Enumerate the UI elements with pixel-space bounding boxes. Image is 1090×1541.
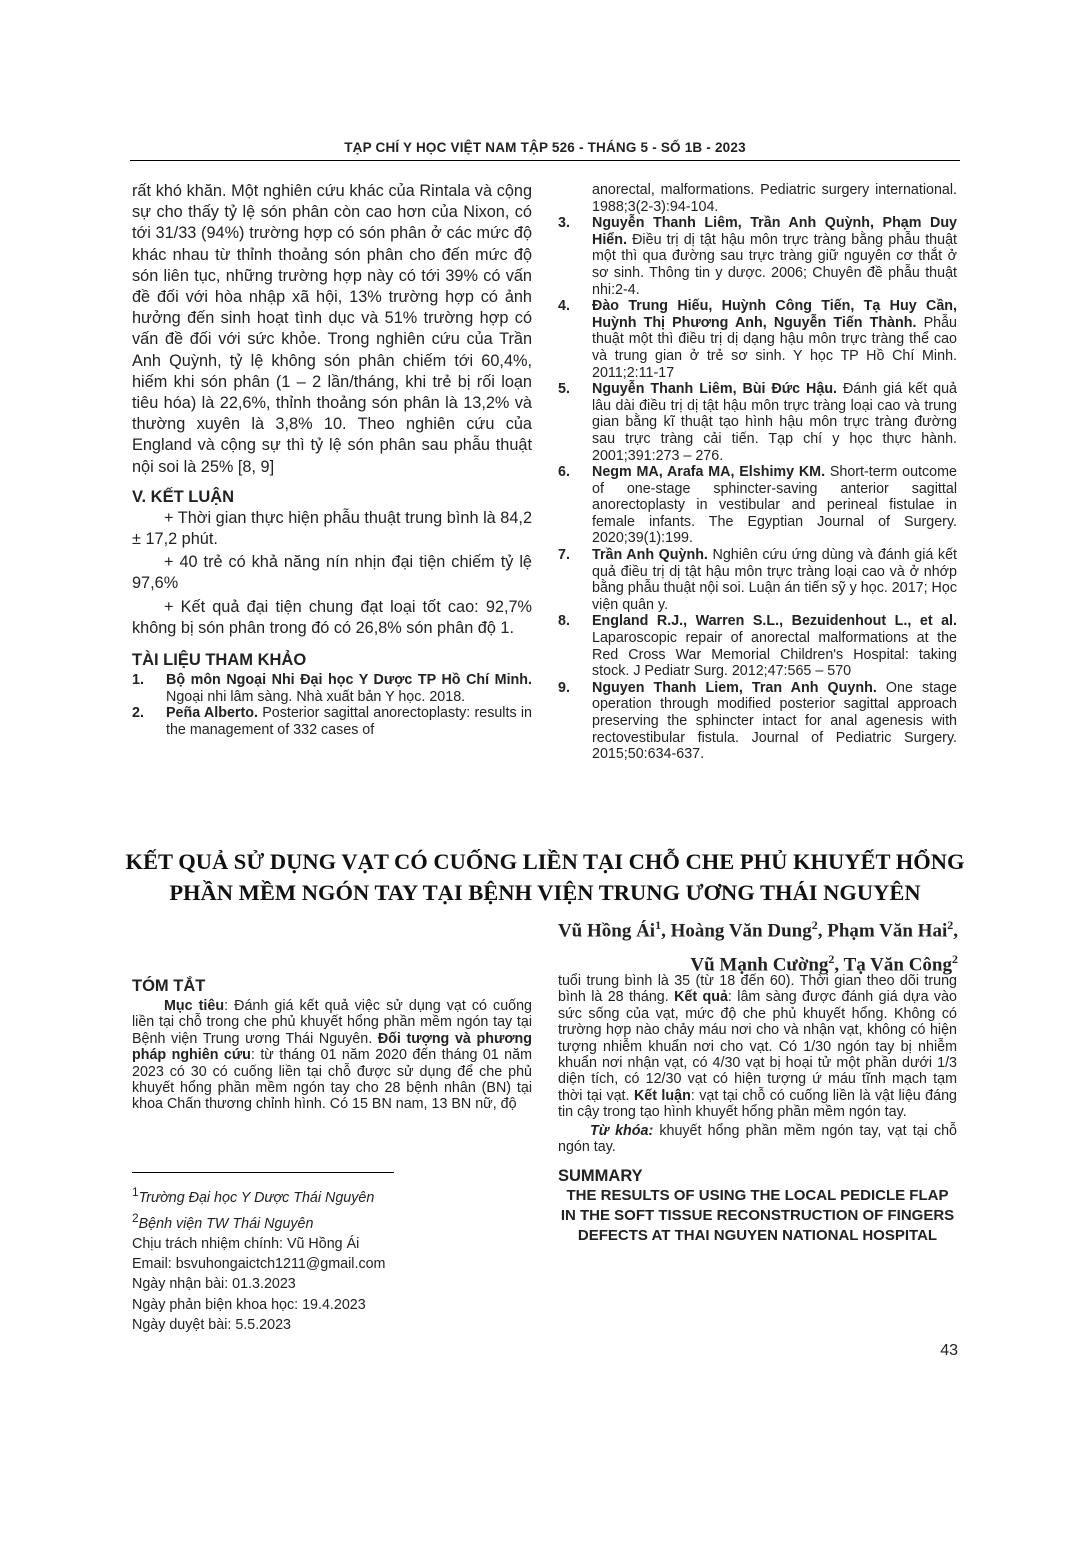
conclusion-item: + Thời gian thực hiện phẫu thuật trung bình là 84,2 ± 17,2 phút. (132, 508, 532, 549)
authors-line: Vũ Hồng $Ái^1$, Hoàng Văn Dung$^2$, Phạm Văn Hai$^2$, (557, 918, 958, 942)
reference-item: 8. England R.J., Warren S.L., Bezuidenhout L., et al. Laparoscopic repair of anorectal malformations at the Red Cross War Memorial Children's Hospital: taking stock. J Pediatr Surg. 2012;47:565 – 570 (558, 613, 957, 680)
reference-continuation: anorectal, malformations. Pediatric surgery international. 1988;3(2-3):94-104. (592, 182, 957, 215)
email: Email: bsvuhongaictch1211@gmail.com (132, 1256, 386, 1273)
abstract-paragraph: Mục tiêu: Đánh giá kết quả việc sử dụng vạt có cuống liền tại chỗ trong che phủ khuyết hổng phần mềm ngón tay tại Bệnh viện Trung ương Thái Nguyên. Đối tượng và phương pháp nghiên cứu: từ tháng 01 năm 2020 đến tháng 01 năm 2023 có 30 có cuống liền tại chỗ được sử dụng để che phủ khuyết hổng phần mềm ngón tay cho 28 bệnh nhân (BN) tại khoa Chấn thương chỉnh hình. Có 15 BN nam, 13 BN nữ, độ (132, 998, 533, 1113)
author-name: Vũ Mạnh Cường (690, 954, 829, 976)
page-number: 43 (940, 1342, 958, 1359)
reference-item: 9. Nguyen Thanh Liem, Tran Anh Quynh. One stage operation through modified posterior sagittal approach preserving the sphincter intact for anal agenesis with rectovestibular fistula. Journal of Pediatric Surgery. 2015;50:634-637. (558, 679, 957, 763)
author-name: Vũ Hồng Ái (557, 920, 656, 942)
author-name: Tạ Văn Công (843, 954, 952, 976)
left-column-top (132, 181, 532, 738)
conclusion-heading: V. KẾT LUẬN (132, 487, 235, 506)
article-title-line: KẾT QUẢ SỬ DỤNG VẠT CÓ CUỐNG LIỀN TẠI CHỖ CHE PHỦ KHUYẾT HỔNG (125, 849, 965, 874)
header-rule (130, 160, 960, 161)
reference-item: 1. Bộ môn Ngoại Nhi Đại học Y Dược TP Hồ Chí Minh. Ngoại nhi lâm sàng. Nhà xuất bản Y học. 2018. (132, 672, 532, 705)
conclusion-item: + Kết quả đại tiện chung đạt loại tốt cao: 92,7% không bị són phân trong đó có 26,8% són phân độ 1. (132, 597, 532, 637)
reference-item: 3. Nguyễn Thanh Liêm, Trần Anh Quỳnh, Phạm Duy Hiển. Điều trị dị tật hậu môn trực tràng bằng phẫu thuật một thì qua đường sau trực tràng giữ nguyên cơ thắt ở sơ sinh. Thông tin y dược. 2006; Chuyên đề phẫu thuật nhi:2-4. (558, 215, 957, 298)
footnote-rule (132, 1172, 394, 1173)
abstract-continuation: tuổi trung bình là 35 (từ 18 đến 60). Thời gian theo dõi trung bình là 28 tháng. Kết quả: lâm sàng được đánh giá dựa vào sức sống của vạt, mức độ che phủ khuyết hổng. Không có trường hợp nào chảy máu nơi cho và nhận vạt, không có hiện tượng nhiễm khuẩn nơi cho vạt. Có 1/30 ngón tay bị nhiễm khuẩn nơi nhận vạt, có 4/30 vạt bị hoại tử một phần dưới 1/3 diện tích, có 12/30 vạt có hiện tượng ứ máu tĩnh mạch tạm thời tại vạt. Kết luận: vạt tại chỗ có cuống liền là vật liệu đáng tin cậy trong tạo hình khuyết hổng phần mềm ngón tay. (558, 973, 957, 1121)
responsible-author: Chịu trách nhiệm chính: Vũ Hồng Ái (132, 1235, 360, 1252)
summary-title: THE RESULTS OF USING THE LOCAL PEDICLE FLAP IN THE SOFT TISSUE RECONSTRUCTION OF FINGERS DEFECTS AT THAI NGUYEN NATIONAL HOSPITAL (560, 1187, 955, 1244)
references-list-right (558, 182, 957, 763)
abstract-right (558, 973, 957, 1245)
author-name: Hoàng Văn Dung (670, 920, 812, 942)
keywords: Từ khóa: khuyết hổng phần mềm ngón tay, vạt tại chỗ ngón tay. (558, 1122, 957, 1156)
reference-item: 7. Trần Anh Quỳnh. Nghiên cứu ứng dùng và đánh giá kết quả điều trị dị tật hậu môn trực tràng loại cao và ở nhớp bằng phẫu thuật nội soi. Luận án tiến sỹ y học. 2017; Học viện quân y. (558, 547, 958, 613)
reviewed-date: Ngày phản biện khoa học: 19.4.2023 (132, 1296, 366, 1313)
reference-item: 5. Nguyễn Thanh Liêm, Bùi Đức Hậu. Đánh giá kết quả lâu dài điều trị dị tật hậu môn trực tràng loại cao và trung gian bằng kĩ thuật tạo hình hậu môn trực tràng đường sau trực tràng cải tiến. Tạp chí y học thực hành. 2001;391:273 – 276. (558, 381, 957, 464)
article-title-line: PHẦN MỀM NGÓN TAY TẠI BỆNH VIỆN TRUNG ƯƠNG THÁI NGUYÊN (169, 880, 921, 905)
article-title (110, 846, 980, 908)
abstract-heading: TÓM TẮT (132, 977, 206, 995)
authors-line: Vũ Mạnh Cường$^2$, Tạ Văn Công$^2$ (690, 952, 958, 976)
references-list-left (132, 672, 532, 738)
footnotes (132, 1182, 385, 1335)
summary-heading: SUMMARY (558, 1167, 643, 1186)
affiliation-1: $^1$Trường Đại học Y Dược Thái Nguyên (132, 1185, 375, 1206)
reference-item: 4. Đào Trung Hiếu, Huỳnh Công Tiến, Tạ Huy Cần, Huỳnh Thị Phương Anh, Nguyễn Tiến Thành. Phẫu thuật một thì điều trị dị dạng hậu môn trực tràng thể cao và trung gian ở trẻ sơ sinh. Y học TP Hồ Chí Minh. 2011;2:11-17 (558, 298, 957, 381)
article-authors (558, 911, 958, 980)
conclusion-item: + 40 trẻ có khả năng nín nhịn đại tiện chiếm tỷ lệ 97,6% (132, 553, 532, 593)
author-name: Phạm Văn Hai (827, 920, 948, 942)
affiliation-2: $^2$Bệnh viện TW Thái Nguyên (132, 1210, 314, 1232)
accepted-date: Ngày duyệt bài: 5.5.2023 (132, 1316, 291, 1333)
reference-item: 6. Negm MA, Arafa MA, Elshimy KM. Short-term outcome of one-stage sphincter-saving anterior sagittal anorectoplasty in vestibular and perineal fistulae in female infants. The Egyptian Journal of Surgery. 2020;39(1):199. (558, 464, 957, 547)
right-column-top (558, 182, 957, 763)
discussion-paragraph: rất khó khăn. Một nghiên cứu khác của Rintala và cộng sự cho thấy tỷ lệ són phân còn cao hơn của Nixon, có tới 31/33 (94%) trường hợp có són phân ở các mức độ khác nhau từ thỉnh thoảng són phân cho đến mức độ són liên tục, những trường hợp này có tới 39% có vấn đề đối với hòa nhập xã hội, 13% trường hợp có ảnh hưởng đến sinh hoạt tình dục và 51% trường hợp có vấn đề đối với sức khỏe. Trong nghiên cứu của Trần Anh Quỳnh, tỷ lệ không són phân chiếm tới 60,4%, hiếm khi són phân (1 – 2 lần/tháng, khi trẻ bị rối loạn tiêu hóa) là 22,6%, thỉnh thoảng són phân là 13,2% và thường xuyên là 3,8% 10. Theo nghiên cứu của England và cộng sự thì tỷ lệ són phân sau phẫu thuật nội soi là 25% [8, 9] (132, 182, 532, 476)
abstract-left (132, 977, 532, 1113)
received-date: Ngày nhận bài: 01.3.2023 (132, 1276, 296, 1293)
reference-item: 2. Peña Alberto. Posterior sagittal anorectoplasty: results in the management of 332 cases of (132, 705, 533, 738)
journal-header: TẠP CHÍ Y HỌC VIỆT NAM TẬP 526 - THÁNG 5 - SỐ 1B - 2023 (344, 140, 746, 155)
references-heading: TÀI LIỆU THAM KHẢO (132, 651, 307, 670)
